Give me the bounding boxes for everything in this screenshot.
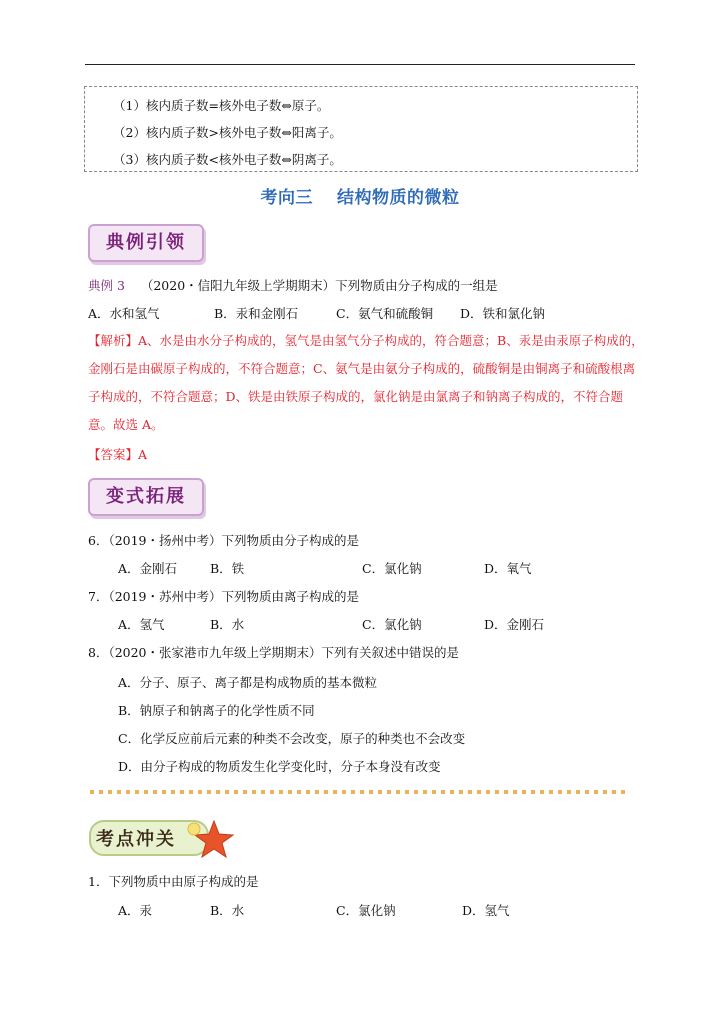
- section-name: 结构物质的微粒: [337, 188, 460, 208]
- question-option: D．氢气: [462, 903, 510, 918]
- example-option: D．铁和氯化钠: [460, 306, 546, 321]
- question-option: C．氯化钠: [336, 903, 396, 918]
- question-option: D．氧气: [484, 561, 532, 576]
- question-option: B．水: [210, 903, 245, 918]
- question-stem: 7．（2019・苏州中考）下列物质由离子构成的是: [88, 589, 360, 604]
- example-option: C．氨气和硫酸铜: [336, 306, 434, 321]
- checkpoint-badge: [88, 815, 238, 859]
- example-option: B．汞和金刚石: [214, 306, 299, 321]
- question-option: A．分子、原子、离子都是构成物质的基本微粒: [118, 675, 378, 690]
- section-title: [0, 183, 720, 208]
- section-number: 考向三: [260, 188, 313, 208]
- example-badge: 典例引领: [88, 224, 204, 262]
- question-option: C．氯化钠: [362, 617, 422, 632]
- question-option: C．氯化钠: [362, 561, 422, 576]
- example-stem: （2020・信阳九年级上学期期末）下列物质由分子构成的一组是: [140, 278, 498, 293]
- question-option: B．钠原子和钠离子的化学性质不同: [118, 703, 315, 718]
- analysis-line: 意。故选 A。: [88, 417, 164, 432]
- question-option: A．金刚石: [118, 561, 178, 576]
- answer-line: 【答案】A: [88, 447, 148, 462]
- question-option: D．金刚石: [484, 617, 545, 632]
- rule-line: （2）核内质子数>核外电子数⇔阳离子。: [113, 125, 342, 140]
- example-question: [88, 276, 498, 294]
- rule-box: [84, 86, 638, 172]
- question-stem: 6．（2019・扬州中考）下列物质由分子构成的是: [88, 533, 360, 548]
- variant-badge: 变式拓展: [88, 478, 204, 516]
- analysis-line: 金刚石是由碳原子构成的，不符合题意；C、氨气是由氨分子构成的，硫酸铜是由铜离子和硫酸根离: [88, 361, 636, 376]
- analysis-line: 【解析】A、水是由水分子构成的，氢气是由氢气分子构成的，符合题意；B、汞是由汞原子构成的，: [88, 333, 644, 348]
- question-option: C．化学反应前后元素的种类不会改变，原子的种类也不会改变: [118, 731, 466, 746]
- example-option: A．水和氢气: [88, 306, 160, 321]
- question-option: B．水: [210, 617, 245, 632]
- example-label: 典例 3: [88, 278, 125, 293]
- flower-icon: [188, 823, 200, 835]
- question-stem: 1．下列物质中由原子构成的是: [88, 874, 259, 889]
- question-option: B．铁: [210, 561, 245, 576]
- question-stem: 8．（2020・张家港市九年级上学期期末）下列有关叙述中错误的是: [88, 645, 460, 660]
- analysis-line: 子构成的，不符合题意；D、铁是由铁原子构成的，氯化钠是由氯离子和钠离子构成的，不符合题: [88, 389, 624, 404]
- checkpoint-title: 考点冲关: [96, 829, 176, 850]
- question-option: A．汞: [118, 903, 153, 918]
- rule-line: （1）核内质子数=核外电子数⇔原子。: [113, 98, 330, 113]
- question-option: A．氢气: [118, 617, 165, 632]
- dotted-divider: [90, 790, 630, 794]
- header-rule: [85, 64, 635, 65]
- question-option: D．由分子构成的物质发生化学变化时，分子本身没有改变: [118, 759, 441, 774]
- rule-line: （3）核内质子数<核外电子数⇔阴离子。: [113, 152, 342, 167]
